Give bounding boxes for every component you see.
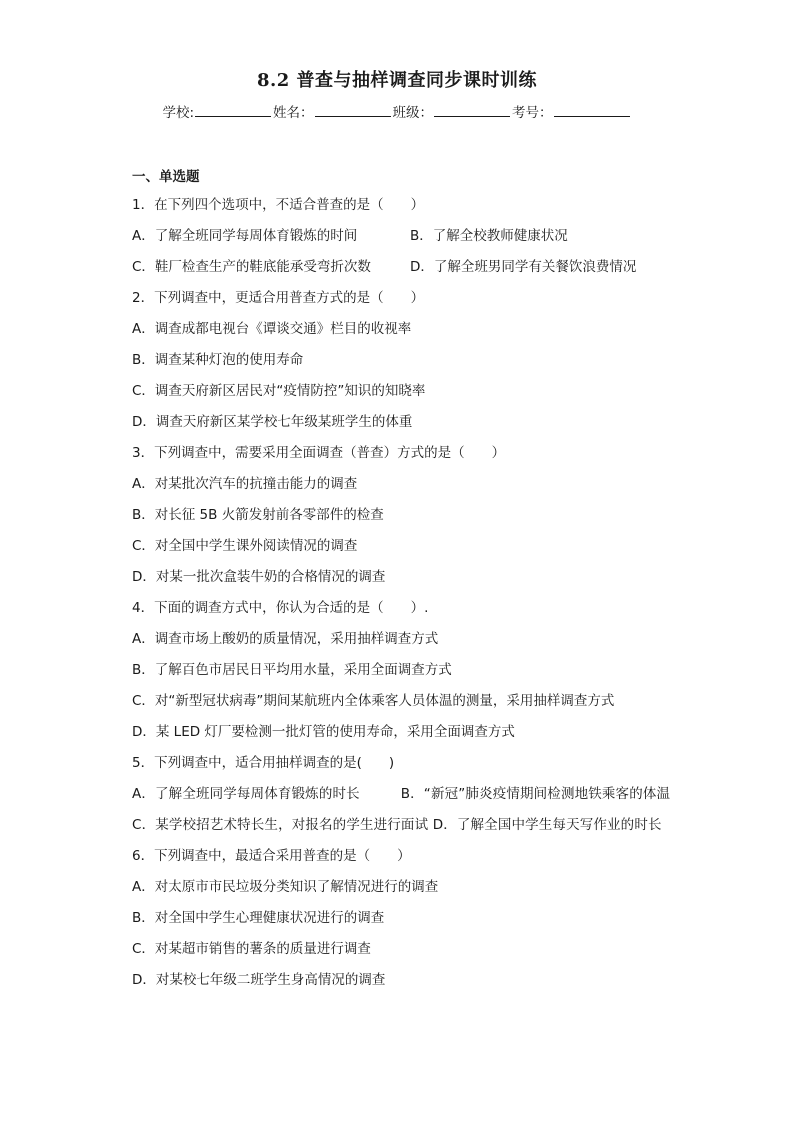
student-info-line (0, 101, 794, 121)
option-d: D．对某校七年级二班学生身高情况的调查 (132, 972, 386, 988)
option-a: A．对某批次汽车的抗撞击能力的调查 (132, 476, 358, 492)
option-row (132, 252, 672, 283)
question-stem: 6．下列调查中，最适合采用普查的是（ ） (132, 848, 411, 864)
class-blank[interactable] (434, 104, 510, 117)
option-pair-ab (132, 779, 672, 810)
option-c: C．某学校招艺术特长生，对报名的学生进行面试 (132, 817, 429, 833)
question-stem: 1．在下列四个选项中，不适合普查的是（ ） (132, 197, 425, 213)
option-b: B．调查某种灯泡的使用寿命 (132, 352, 304, 368)
question-stem: 3．下列调查中，需要采用全面调查（普查）方式的是（ ） (132, 445, 506, 461)
option-b: B．了解百色市居民日平均用水量，采用全面调查方式 (132, 662, 452, 678)
document-title: 8.2 普查与抽样调查同步课时训练 (256, 70, 538, 91)
option-b: B．对长征 5B 火箭发射前各零部件的检查 (132, 507, 384, 523)
section-title: 一、单选题 (132, 169, 200, 185)
option-c: C．对“新型冠状病毒”期间某航班内全体乘客人员体温的测量，采用抽样调查方式 (132, 693, 615, 709)
class-label: 班级： (392, 105, 434, 121)
question-list (132, 164, 672, 996)
option-d: D．了解全班男同学有关餐饮浪费情况 (410, 259, 637, 275)
question-stem: 2．下列调查中，更适合用普查方式的是（ ） (132, 290, 425, 306)
option-c: C．调查天府新区居民对“疫情防控”知识的知晓率 (132, 383, 426, 399)
option-b: B．对全国中学生心理健康状况进行的调查 (132, 910, 385, 926)
school-label: 学校: (162, 105, 195, 121)
name-label: 姓名： (273, 105, 314, 121)
option-c: C．鞋厂检查生产的鞋底能承受弯折次数 (132, 259, 371, 275)
option-b: B．了解全校教师健康状况 (410, 228, 568, 244)
option-d: D．调查天府新区某学校七年级某班学生的体重 (132, 414, 413, 430)
option-a: A．调查市场上酸奶的质量情况，采用抽样调查方式 (132, 631, 439, 647)
option-c: C．对某超市销售的薯条的质量进行调查 (132, 941, 371, 957)
option-a: A．了解全班同学每周体育锻炼的时长 (132, 786, 360, 802)
question-stem: 4．下面的调查方式中，你认为合适的是（ ）. (132, 600, 429, 616)
option-d: D．对某一批次盒装牛奶的合格情况的调查 (132, 569, 386, 585)
option-d: D．了解全国中学生每天写作业的时长 (432, 817, 662, 833)
option-a: A．对太原市市民垃圾分类知识了解情况进行的调查 (132, 879, 439, 895)
option-b: B．“新冠”肺炎疫情期间检测地铁乘客的体温 (400, 786, 671, 802)
option-a: A．了解全班同学每周体育锻炼的时间 (132, 228, 358, 244)
question-stem: 5．下列调查中，适合用抽样调查的是( ) (132, 755, 395, 771)
name-blank[interactable] (315, 104, 391, 117)
exam-no-label: 考号： (512, 105, 553, 121)
option-a: A．调查成都电视台《谭谈交通》栏目的收视率 (132, 321, 412, 337)
option-pair-cd (132, 810, 672, 841)
exam-no-blank[interactable] (554, 104, 630, 117)
option-c: C．对全国中学生课外阅读情况的调查 (132, 538, 358, 554)
option-row (132, 221, 672, 252)
option-d: D．某 LED 灯厂要检测一批灯管的使用寿命，采用全面调查方式 (132, 724, 515, 740)
school-blank[interactable] (195, 104, 271, 117)
